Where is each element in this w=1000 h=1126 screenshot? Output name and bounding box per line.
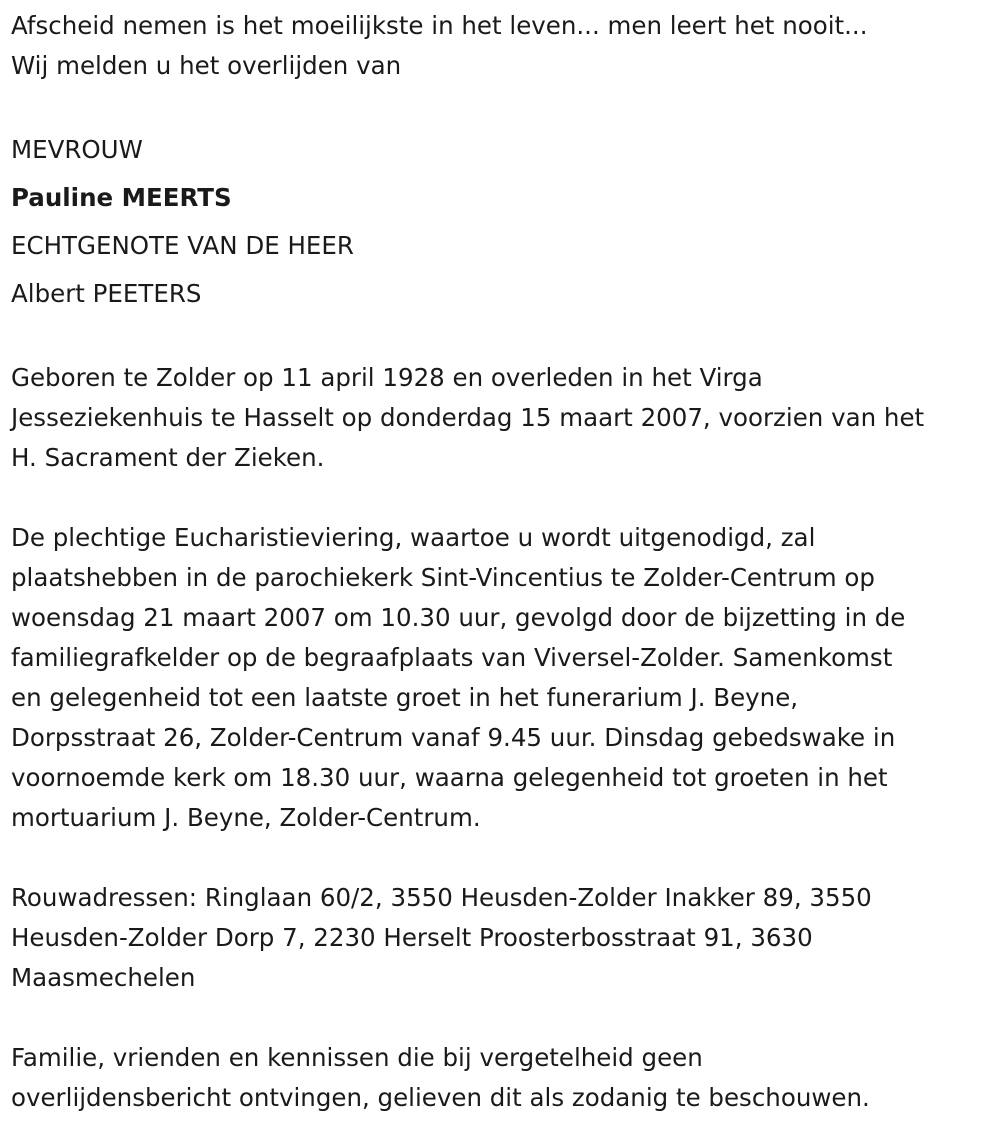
ceremony-line: mortuarium J. Beyne, Zolder-Centrum. xyxy=(11,803,481,832)
deceased-section xyxy=(11,126,996,318)
address-line: Heusden-Zolder Dorp 7, 2230 Herselt Proosterbosstraat 91, 3630 xyxy=(11,923,813,952)
spacer xyxy=(11,318,996,358)
ceremony-line: voornoemde kerk om 18.30 uur, waarna gelegenheid tot groeten in het xyxy=(11,763,888,792)
intro-quote: Afscheid nemen is het moeilijkste in het leven... men leert het nooit... xyxy=(11,11,868,40)
spacer xyxy=(11,86,996,126)
spacer xyxy=(11,478,996,518)
addresses-paragraph xyxy=(11,878,996,998)
ceremony-line: plaatshebben in de parochiekerk Sint-Vincentius te Zolder-Centrum op xyxy=(11,563,875,592)
spacer xyxy=(11,998,996,1038)
ceremony-line: en gelegenheid tot een laatste groet in het funerarium J. Beyne, xyxy=(11,683,799,712)
ceremony-line: Dorpsstraat 26, Zolder-Centrum vanaf 9.45 uur. Dinsdag gebedswake in xyxy=(11,723,896,752)
ceremony-line: familiegrafkelder op de begraafplaats van Viversel-Zolder. Samenkomst xyxy=(11,643,893,672)
spacer xyxy=(11,838,996,878)
ceremony-line: woensdag 21 maart 2007 om 10.30 uur, gevolgd door de bijzetting in de xyxy=(11,603,906,632)
address-line: Maasmechelen xyxy=(11,963,196,992)
obituary-notice xyxy=(11,6,996,1118)
closing-paragraph xyxy=(11,1038,996,1118)
deceased-relation: ECHTGENOTE VAN DE HEER xyxy=(11,231,354,260)
intro-section xyxy=(11,6,996,86)
intro-announcement: Wij melden u het overlijden van xyxy=(11,51,402,80)
ceremony-line: De plechtige Eucharistieviering, waartoe u wordt uitgenodigd, zal xyxy=(11,523,816,552)
birth-death-line: Geboren te Zolder op 11 april 1928 en overleden in het Virga xyxy=(11,363,763,392)
birth-death-paragraph xyxy=(11,358,996,478)
birth-death-line: Jesseziekenhuis te Hasselt op donderdag 15 maart 2007, voorzien van het xyxy=(11,403,925,432)
spouse-name: Albert PEETERS xyxy=(11,279,202,308)
ceremony-paragraph xyxy=(11,518,996,838)
address-line: Rouwadressen: Ringlaan 60/2, 3550 Heusden-Zolder Inakker 89, 3550 xyxy=(11,883,872,912)
deceased-title: MEVROUW xyxy=(11,135,143,164)
birth-death-line: H. Sacrament der Zieken. xyxy=(11,443,325,472)
closing-line: Familie, vrienden en kennissen die bij vergetelheid geen xyxy=(11,1043,703,1072)
deceased-name: Pauline MEERTS xyxy=(11,183,232,212)
closing-line: overlijdensbericht ontvingen, gelieven dit als zodanig te beschouwen. xyxy=(11,1083,870,1112)
